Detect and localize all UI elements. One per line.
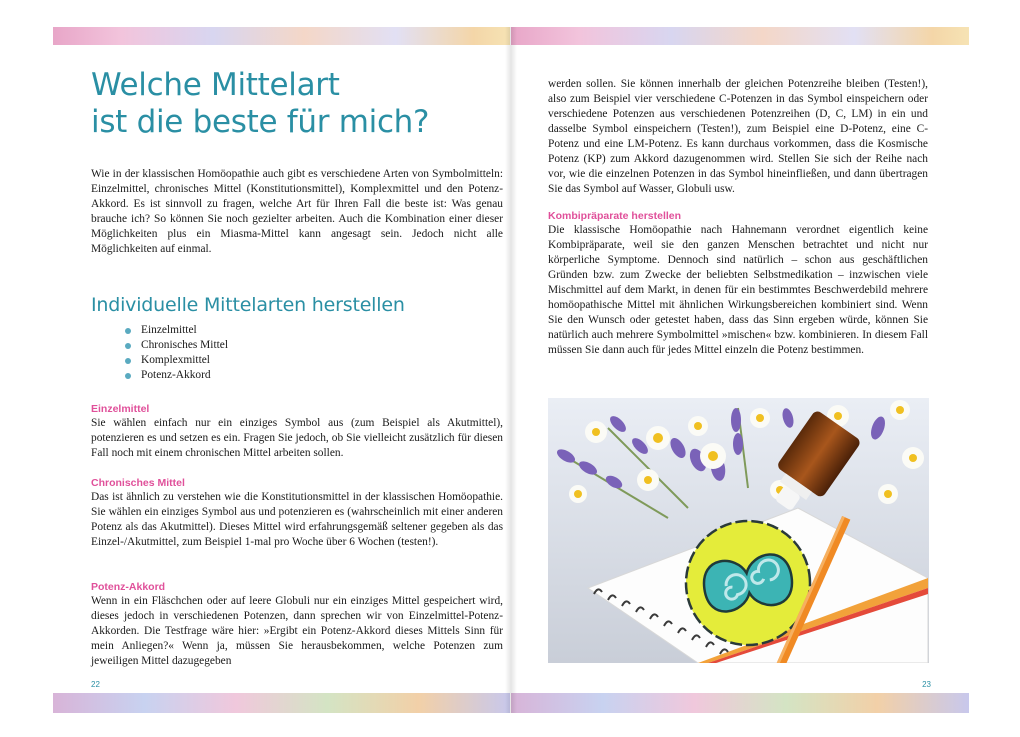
top-decor-band — [511, 27, 969, 45]
page-number-right: 23 — [922, 680, 931, 689]
page-title — [91, 67, 501, 141]
einzelmittel-paragraph: Sie wählen einfach nur ein einziges Symbol aus (zum Beispiel als Akutmittel), potenzieren es und setzen es ein. Fragen Sie jedoch, ob Sie vielleicht zusätzlich für diesen Fall noch mit einem chronischen Mittel arbeiten sollen. — [91, 417, 503, 459]
list-item: Potenz-Akkord — [123, 368, 228, 383]
bottom-decor-band — [511, 693, 969, 713]
chronisch-paragraph: Das ist ähnlich zu verstehen wie die Konstitutionsmittel in der klassischen Homöopathie. Sie wählen ein einziges Symbol aus und potenzieren es (wahrscheinlich mit einer anderen Potenz als das Akutmittel). Dieses Mittel wird erfahrungsgemäß seltener gegeben als das Einzel-/Akutmittel, zum Beispiel 1-mal pro Woche über 6 Wochen (testen!). — [91, 491, 503, 548]
left-page — [53, 27, 510, 713]
right-page — [511, 27, 969, 713]
photo-symbol-notebook — [548, 398, 929, 663]
list-item: Einzelmittel — [123, 323, 228, 338]
kombi-heading: Kombipräparate herstellen — [548, 210, 682, 222]
intro-paragraph: Wie in der klassischen Homöopathie auch gibt es verschiedene Arten von Symbolmitteln: Einzelmittel, chronisches Mittel (Konstitutionsmittel), Komplexmittel und den Potenz-Akkord. Es ist sinnvoll zu fragen, welche Art für Ihren Fall die beste ist: Was genau brauche ich? So können Sie noch gezielter arbeiten. Auch die Kombination einer dieser Möglichkeiten plus ein Miasma-Mittel kann angesagt sein. Jedoch nicht alle Möglichkeiten auf einmal. — [91, 168, 503, 255]
bullet-icon — [125, 373, 131, 379]
book-gutter — [505, 27, 517, 713]
page-title-line-1: Welche Mittelart — [91, 67, 340, 103]
bullet-icon — [125, 343, 131, 349]
einzelmittel-heading: Einzelmittel — [91, 403, 150, 415]
potenz-akkord-paragraph: Wenn in ein Fläschchen oder auf leere Globuli nur ein einziges Mittel gespeichert wird, dieses jedoch in verschiedenen Potenzen, dann sprechen wir von Einzelmittel-Potenz-Akkorden. Die Testfrage wäre hier: »Ergibt ein Potenz-Akkord dieses Mittels Sinn für mein Anliegen?« Wenn ja, müssen Sie herausbekommen, welche Potenzen zum jeweiligen Mittel dazugegeben — [91, 595, 503, 667]
mittelarten-list — [123, 323, 228, 383]
top-decor-band — [53, 27, 510, 45]
chronisch-heading: Chronisches Mittel — [91, 477, 185, 489]
bottom-decor-band — [53, 693, 510, 713]
page-number-left: 22 — [91, 680, 100, 689]
potenz-akkord-heading: Potenz-Akkord — [91, 581, 166, 593]
list-item: Chronisches Mittel — [123, 338, 228, 353]
page-title-line-2: ist die beste für mich? — [91, 104, 430, 140]
bullet-icon — [125, 328, 131, 334]
continuation-paragraph: werden sollen. Sie können innerhalb der gleichen Potenzreihe bleiben (Testen!), also zum Beispiel vier verschiedene C-Potenzen in das Symbol einspeichern oder verschiedene Potenzen aus verschiedenen Potenzreihen (D, C, LM) in ein und dasselbe Symbol einspeichern (Testen!), zum Beispiel eine D-Potenz, eine C-Potenz und eine LM-Potenz. Es kann durchaus vorkommen, dass die Kosmische Potenz (KP) zum Akkord dazugenommen wird. Stellen Sie sich der Reihe nach vor, wie die einzelnen Potenzen in das Symbol hineinfließen, und dann übertragen Sie das Symbol auf Wasser, Globuli usw. — [548, 78, 928, 195]
photo-illustration — [548, 398, 929, 663]
kombi-paragraph: Die klassische Homöopathie nach Hahnemann verordnet eigentlich keine Kombipräparate, weil sie den ganzen Menschen betrachtet und nicht nur körperliche Symptome. Dennoch sind natürlich – schon aus geschäftlichen Gründen bzw. zum Zwecke der beliebten Selbstmedikation – inzwischen viele Mischmittel auf dem Markt, in denen für ein bestimmtes Beschwerdebild mehrere homöopathische Mittel mit ähnlichen Wirkungsbereichen kombiniert sind. Wenn Sie den Wunsch oder getestet haben, dass das Sinn ergeben würde, können Sie natürlich auch mehrere Symbolmittel »mischen« bzw. kombinieren. In diesem Fall müssen Sie dann auch für jedes Mittel einzeln die Potenz bestimmen. — [548, 224, 928, 356]
section-heading: Individuelle Mittelarten herstellen — [91, 294, 405, 316]
bullet-icon — [125, 358, 131, 364]
list-item: Komplexmittel — [123, 353, 228, 368]
